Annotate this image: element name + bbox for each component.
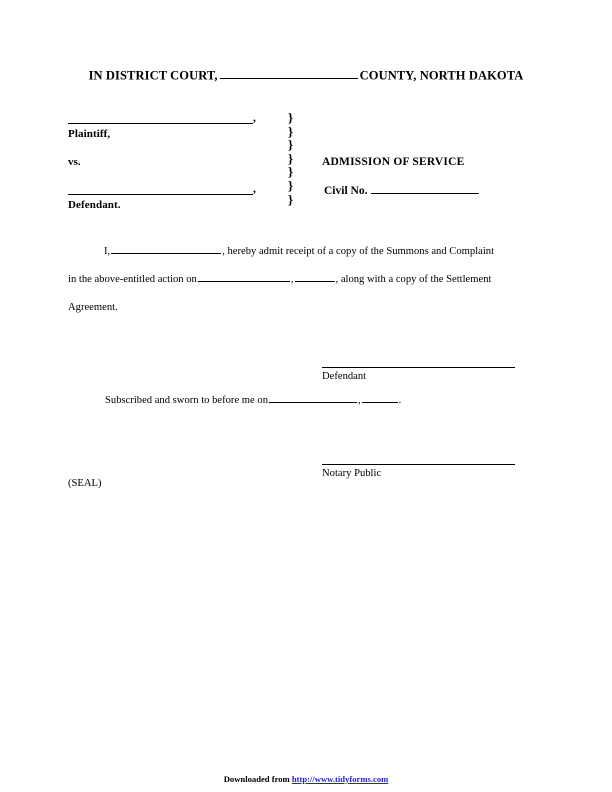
admitting-party-blank-line xyxy=(111,244,221,254)
title-prefix: IN DISTRICT COURT, xyxy=(88,68,218,83)
page-footer xyxy=(0,774,612,784)
notary-signature-label: Notary Public xyxy=(322,468,382,479)
caption-left-column xyxy=(68,112,268,212)
county-blank-line xyxy=(220,68,358,79)
defendant-signature-line xyxy=(322,350,515,368)
service-year-blank-line xyxy=(295,272,335,282)
defendant-comma: , xyxy=(253,183,256,195)
plaintiff-name-line xyxy=(68,112,268,127)
footer-source-link[interactable]: http://www.tidyforms.com xyxy=(291,774,389,784)
plaintiff-label: Plaintiff, xyxy=(68,128,111,140)
sworn-comma: , xyxy=(358,395,361,406)
brace-glyph: } xyxy=(288,110,294,125)
civil-number-blank-line xyxy=(371,184,479,194)
document-type-title: ADMISSION OF SERVICE xyxy=(322,156,465,168)
defendant-signature-block xyxy=(322,350,515,385)
sworn-prefix: Subscribed and sworn to before me on xyxy=(105,395,268,406)
body-line-2-comma: , xyxy=(290,274,294,285)
notary-signature-block xyxy=(322,447,515,482)
notary-signature-line xyxy=(322,447,515,465)
brace-glyph: } xyxy=(288,137,294,153)
sworn-year-blank-line xyxy=(362,393,398,403)
body-line-2 xyxy=(68,266,550,294)
footer-lead-text: Downloaded from xyxy=(223,774,290,784)
defendant-signature-label: Defendant xyxy=(322,371,367,382)
service-date-blank-line xyxy=(198,272,290,282)
sworn-statement-line xyxy=(105,393,401,406)
caption-brace-column xyxy=(288,111,308,206)
caption-spacer-2 xyxy=(68,169,268,183)
body-line-1-suffix: , hereby admit receipt of a copy of the Summons and Complaint xyxy=(222,246,495,257)
brace-glyph: } xyxy=(288,191,294,207)
sworn-period: . xyxy=(398,395,402,406)
versus-label: vs. xyxy=(68,156,81,168)
sworn-date-blank-line xyxy=(269,393,357,403)
brace-glyph: } xyxy=(288,123,294,139)
seal-label: (SEAL) xyxy=(68,478,102,489)
title-suffix: COUNTY, NORTH DAKOTA xyxy=(359,68,524,83)
plaintiff-comma: , xyxy=(253,112,256,124)
civil-number-row xyxy=(324,184,479,197)
body-line-2-prefix: in the above-entitled action on xyxy=(68,274,197,285)
body-line-3: Agreement. xyxy=(68,302,118,313)
defendant-label: Defendant. xyxy=(68,199,121,211)
brace-glyph: } xyxy=(288,164,294,180)
body-paragraph xyxy=(68,238,550,322)
defendant-name-line xyxy=(68,183,268,198)
page-title xyxy=(0,68,612,83)
caption-spacer-1 xyxy=(68,141,268,155)
brace-glyph: } xyxy=(288,150,294,166)
plaintiff-blank-line xyxy=(68,123,253,124)
defendant-blank-line xyxy=(68,194,253,195)
brace-glyph: } xyxy=(288,177,294,193)
body-line-1 xyxy=(68,238,550,266)
body-line-1-prefix: I, xyxy=(104,246,111,257)
body-line-2-suffix: , along with a copy of the Settlement xyxy=(335,274,492,285)
civil-number-label: Civil No. xyxy=(324,185,368,198)
